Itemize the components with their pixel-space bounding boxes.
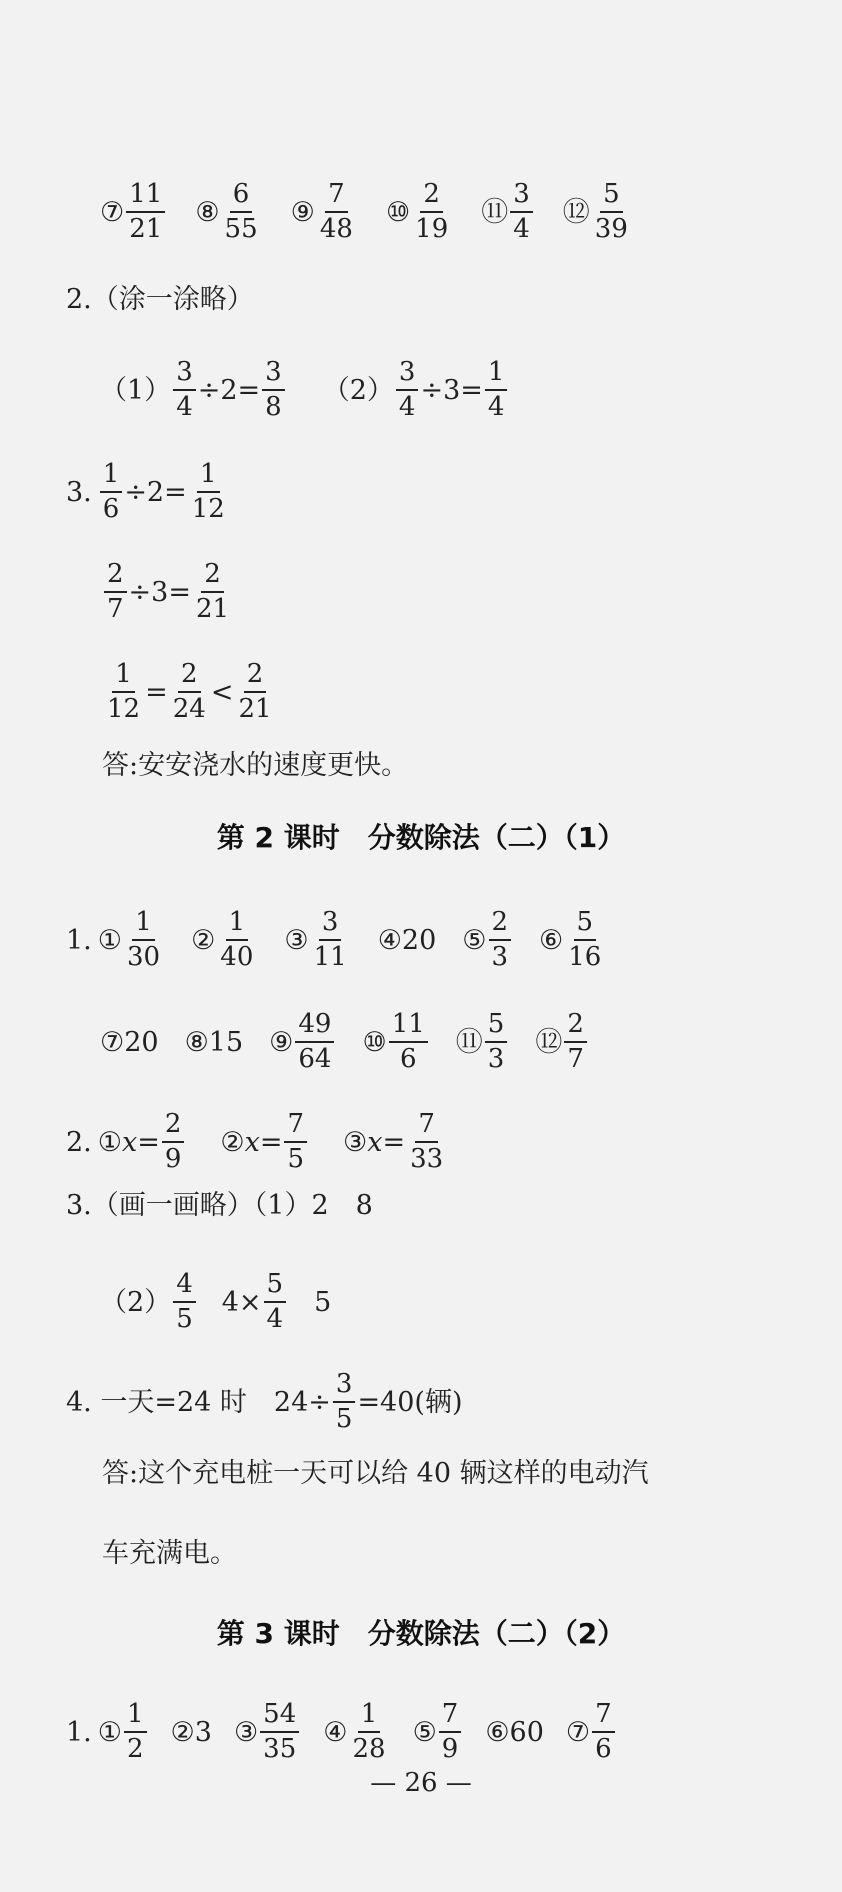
fraction: $\frac{7}{5}$ [284,1110,307,1174]
question-3-answer [102,752,408,779]
fraction: $\frac{4}{5}$ [173,1270,196,1334]
fraction: $\frac{11}{21}$ [126,180,165,244]
item-label: ⑪ [455,1026,483,1058]
item-label: ① [97,1126,122,1158]
question-3-line-1 [66,460,230,524]
operator-text: = [145,676,168,708]
item-value: 60 [509,1716,544,1748]
question-number: 1. [66,924,92,956]
item-value: 15 [208,1026,244,1058]
item-label: ⑥ [539,924,564,956]
question-text: =40(辆) [357,1386,463,1418]
fraction: $\frac{5}{16}$ [568,907,602,973]
question-text: 3.（画一画略）（1）2 8 [66,1190,373,1221]
part-label: （1） [100,374,172,406]
fraction: $\frac{1}{12}$ [191,459,225,525]
item-label: ⑦ [100,196,125,228]
fraction: $\frac{5}{39}$ [594,179,628,245]
item-label: ③ [284,924,309,956]
item-label: ⑧ [184,1026,209,1058]
question-3-line-2 [102,560,234,624]
s2-question-1-row-1 [66,908,606,972]
fraction: $\frac{5}{4}$ [264,1270,287,1334]
section-2-title: 第 2 课时 分数除法（二）（1） [216,821,626,854]
answer-row-top [100,180,633,244]
answer-text: 答:这个充电桩一天可以给 40 辆这样的电动汽 [102,1458,649,1489]
s2-question-3-line-1 [66,1192,373,1219]
fraction: $\frac{5}{3}$ [485,1010,508,1074]
item-label: ⑦ [100,1026,125,1058]
s3-question-1 [66,1700,617,1764]
item-value: 20 [401,924,437,956]
question-number: 2. [66,1126,92,1158]
operator-text: ÷2= [124,476,187,508]
operator-text: ÷3= [420,374,483,406]
part-label: （2） [100,1286,172,1318]
operator-text: = [137,1126,160,1158]
fraction: $\frac{7}{33}$ [410,1109,444,1175]
item-label: ⑩ [362,1026,387,1058]
fraction: $\frac{1}{28}$ [352,1699,386,1765]
answer-text: 答:安安浇水的速度更快。 [102,750,409,781]
question-number: 3. [66,476,92,508]
item-value: 20 [124,1026,159,1058]
s2-question-4-answer-1 [102,1460,649,1487]
fraction: $\frac{2}{19}$ [415,179,449,245]
item-label: ⑦ [565,1716,591,1748]
item-label: ⑤ [412,1716,437,1748]
item-label: ⑫ [562,196,590,228]
fraction: $\frac{49}{64}$ [295,1010,334,1074]
item-label: ⑨ [269,1026,294,1058]
item-label: ① [97,924,122,956]
item-label: ⑥ [485,1716,510,1748]
answer-text: 车充满电。 [102,1538,237,1569]
fraction: $\frac{2}{9}$ [162,1110,185,1174]
fraction: $\frac{1}{4}$ [485,358,508,422]
section-3-title: 第 3 课时 分数除法（二）（2） [216,1617,626,1650]
fraction: $\frac{6}{55}$ [224,179,258,245]
fraction: $\frac{3}{5}$ [333,1370,356,1434]
item-value: 3 [194,1716,212,1748]
fraction: $\frac{3}{11}$ [313,907,347,973]
s2-question-3-line-2 [100,1270,331,1334]
fraction: $\frac{7}{6}$ [592,1700,615,1764]
s2-question-4-answer-2 [102,1540,237,1567]
item-value: 5 [314,1286,332,1318]
question-2-header [66,286,254,313]
fraction: $\frac{3}{4}$ [173,358,196,422]
fraction: $\frac{3}{8}$ [262,358,285,422]
fraction: $\frac{2}{7}$ [104,560,127,624]
operator-text: < [210,676,234,708]
fraction: $\frac{54}{35}$ [260,1700,299,1764]
fraction: $\frac{7}{48}$ [319,179,353,245]
fraction: $\frac{1}{40}$ [220,907,254,973]
fraction: $\frac{1}{30}$ [126,907,161,973]
fraction: $\frac{3}{4}$ [396,358,419,422]
item-label: ④ [377,924,402,956]
s2-question-2 [66,1110,448,1174]
fraction: $\frac{1}{2}$ [124,1700,147,1764]
fraction: $\frac{1}{12}$ [107,659,141,725]
item-label: ② [170,1716,195,1748]
fraction: $\frac{1}{6}$ [100,460,123,524]
question-3-line-3 [102,660,277,724]
item-label: ⑩ [385,196,411,228]
operator-text: ÷2= [197,374,261,406]
fraction: $\frac{2}{21}$ [195,559,230,625]
part-label: （2） [322,374,394,406]
fraction: $\frac{2}{7}$ [564,1010,587,1074]
operator-text: ÷3= [128,576,191,608]
item-label: ④ [323,1716,348,1748]
operator-text: = [259,1126,283,1158]
item-label: ⑫ [535,1026,563,1058]
s2-question-4 [66,1370,462,1434]
fraction: $\frac{2}{3}$ [489,908,512,972]
fraction: $\frac{7}{9}$ [439,1700,462,1764]
item-label: ⑨ [290,196,315,228]
variable: x [367,1126,383,1158]
operator-text: = [382,1126,406,1158]
fraction: $\frac{3}{4}$ [510,180,533,244]
item-label: ① [97,1716,122,1748]
variable: x [121,1126,138,1158]
variable: x [244,1126,260,1158]
question-text: 2.（涂一涂略） [66,284,254,315]
item-label: ② [191,924,216,956]
item-label: ② [220,1126,245,1158]
item-label: ⑪ [481,196,509,228]
item-label: ⑧ [195,196,220,228]
operator-text: 4× [221,1286,262,1318]
question-2-answers [100,358,509,422]
s2-question-1-row-2 [100,1010,589,1074]
fraction: $\frac{2}{21}$ [238,659,272,725]
question-number: 1. [66,1716,92,1748]
fraction: $\frac{11}{6}$ [389,1010,428,1074]
fraction: $\frac{2}{24}$ [172,659,206,725]
item-label: ⑤ [462,924,487,956]
question-text: 4. 一天=24 时 24÷ [66,1386,331,1418]
page-number: — 26 — [370,1768,472,1798]
item-label: ③ [343,1126,368,1158]
item-label: ③ [233,1716,259,1748]
